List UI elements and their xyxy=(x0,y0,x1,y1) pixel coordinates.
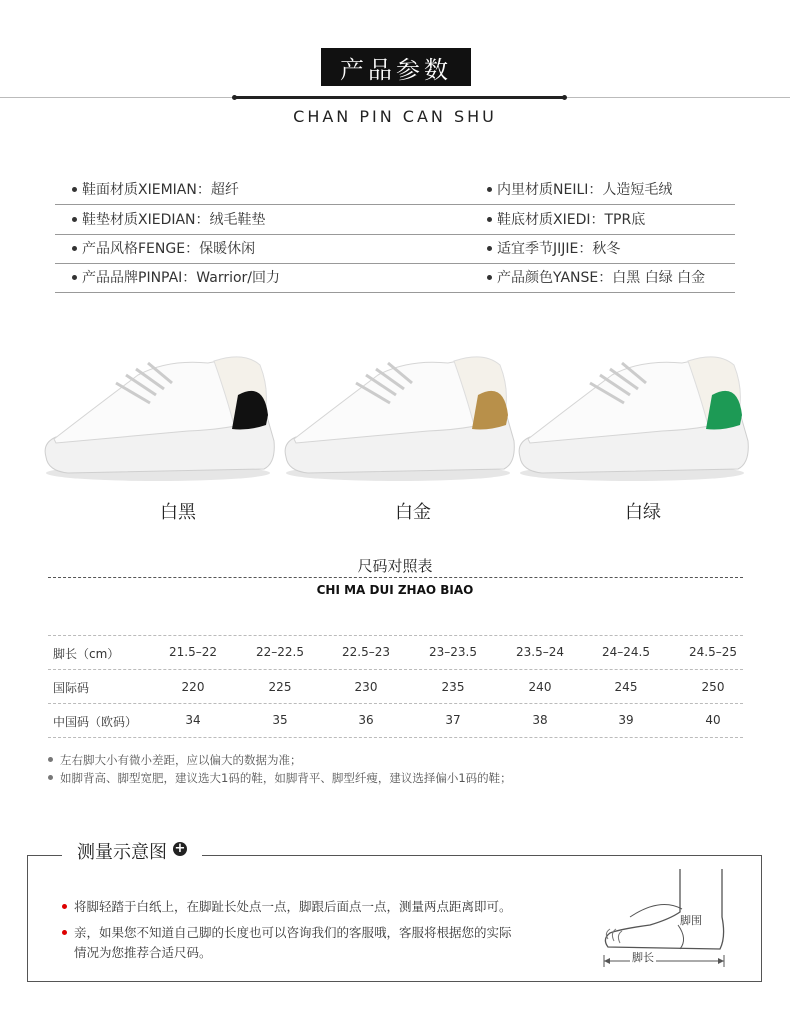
length-label: 脚长 xyxy=(632,951,654,964)
measure-note: 亲，如果您不知道自己脚的长度也可以咨询我们的客服哦，客服将根据您的实际 xyxy=(62,923,512,941)
table-cell: 21.5–22 xyxy=(169,645,217,659)
header-divider-accent xyxy=(235,96,565,99)
product-image-gold xyxy=(278,345,518,489)
bullet-icon xyxy=(487,246,492,251)
table-cell: 250 xyxy=(701,680,725,694)
divider-dot xyxy=(232,95,237,100)
param-item: 产品品牌PINPAI：Warrior/回力 xyxy=(72,264,280,293)
bullet-icon xyxy=(48,757,53,762)
table-cell: 245 xyxy=(614,680,638,694)
param-item: 产品颜色YANSE：白黑 白绿 白金 xyxy=(487,264,705,293)
table-divider xyxy=(48,737,743,738)
section-subtitle: CHAN PIN CAN SHU xyxy=(293,107,497,126)
size-note: 如脚背高、脚型宽肥，建议选大1码的鞋，如脚背平、脚型纤瘦，建议选择偏小1码的鞋； xyxy=(48,770,512,786)
table-cell: 225 xyxy=(268,680,292,694)
table-cell: 24.5–25 xyxy=(689,645,737,659)
measure-title: 测量示意图 xyxy=(77,842,167,863)
table-divider xyxy=(48,635,743,636)
bullet-icon xyxy=(487,187,492,192)
table-divider xyxy=(48,669,743,670)
girth-label: 脚围 xyxy=(680,914,702,927)
table-cell: 37 xyxy=(445,713,461,727)
plus-circle-icon: + xyxy=(174,841,186,856)
bullet-icon xyxy=(62,904,67,909)
table-cell: 34 xyxy=(185,713,201,727)
table-cell: 22–22.5 xyxy=(256,645,304,659)
section-title: 产品参数 xyxy=(321,48,471,86)
table-cell: 36 xyxy=(358,713,374,727)
divider-dot xyxy=(562,95,567,100)
param-row xyxy=(55,206,735,235)
size-note: 左右脚大小有微小差距，应以偏大的数据为准； xyxy=(48,752,302,768)
table-row-header: 脚长（cm） xyxy=(53,647,120,661)
size-chart-title: 尺码对照表 xyxy=(357,557,433,575)
table-cell: 24–24.5 xyxy=(602,645,650,659)
color-label: 白黑 xyxy=(160,502,196,523)
bullet-icon xyxy=(487,275,492,280)
table-row-header: 中国码（欧码） xyxy=(53,715,138,729)
product-image-black xyxy=(38,345,278,489)
foot-diagram xyxy=(600,867,735,976)
param-item: 鞋底材质XIEDI：TPR底 xyxy=(487,206,645,235)
param-row xyxy=(55,264,735,293)
table-row-header: 国际码 xyxy=(53,681,90,695)
param-row xyxy=(55,235,735,264)
table-cell: 235 xyxy=(441,680,465,694)
table-cell: 240 xyxy=(528,680,552,694)
table-cell: 39 xyxy=(618,713,634,727)
measure-note: 将脚轻踏于白纸上，在脚趾长处点一点，脚跟后面点一点，测量两点距离即可。 xyxy=(62,897,512,915)
size-chart-divider xyxy=(48,577,743,578)
param-item: 产品风格FENGE：保暖休闲 xyxy=(72,235,255,264)
table-cell: 220 xyxy=(181,680,205,694)
table-cell: 38 xyxy=(532,713,548,727)
table-cell: 23–23.5 xyxy=(429,645,477,659)
param-row xyxy=(55,176,735,205)
table-divider xyxy=(48,703,743,704)
bullet-icon xyxy=(487,217,492,222)
bullet-icon xyxy=(72,275,77,280)
bullet-icon xyxy=(62,930,67,935)
product-image-green xyxy=(512,345,752,489)
bullet-icon xyxy=(72,246,77,251)
param-item: 鞋垫材质XIEDIAN：绒毛鞋垫 xyxy=(72,206,266,235)
bullet-icon xyxy=(72,217,77,222)
table-cell: 35 xyxy=(272,713,288,727)
bullet-icon xyxy=(72,187,77,192)
param-item: 适宜季节JIJIE：秋冬 xyxy=(487,235,620,264)
color-label: 白绿 xyxy=(625,502,661,523)
param-item: 鞋面材质XIEMIAN：超纤 xyxy=(72,176,239,205)
measure-note-continued: 情况为您推荐合适尺码。 xyxy=(74,945,212,960)
bullet-icon xyxy=(48,775,53,780)
table-cell: 40 xyxy=(705,713,721,727)
table-cell: 22.5–23 xyxy=(342,645,390,659)
size-chart-subtitle: CHI MA DUI ZHAO BIAO xyxy=(316,583,474,597)
table-cell: 230 xyxy=(354,680,378,694)
param-item: 内里材质NEILI：人造短毛绒 xyxy=(487,176,672,205)
table-cell: 23.5–24 xyxy=(516,645,564,659)
color-label: 白金 xyxy=(395,502,431,523)
